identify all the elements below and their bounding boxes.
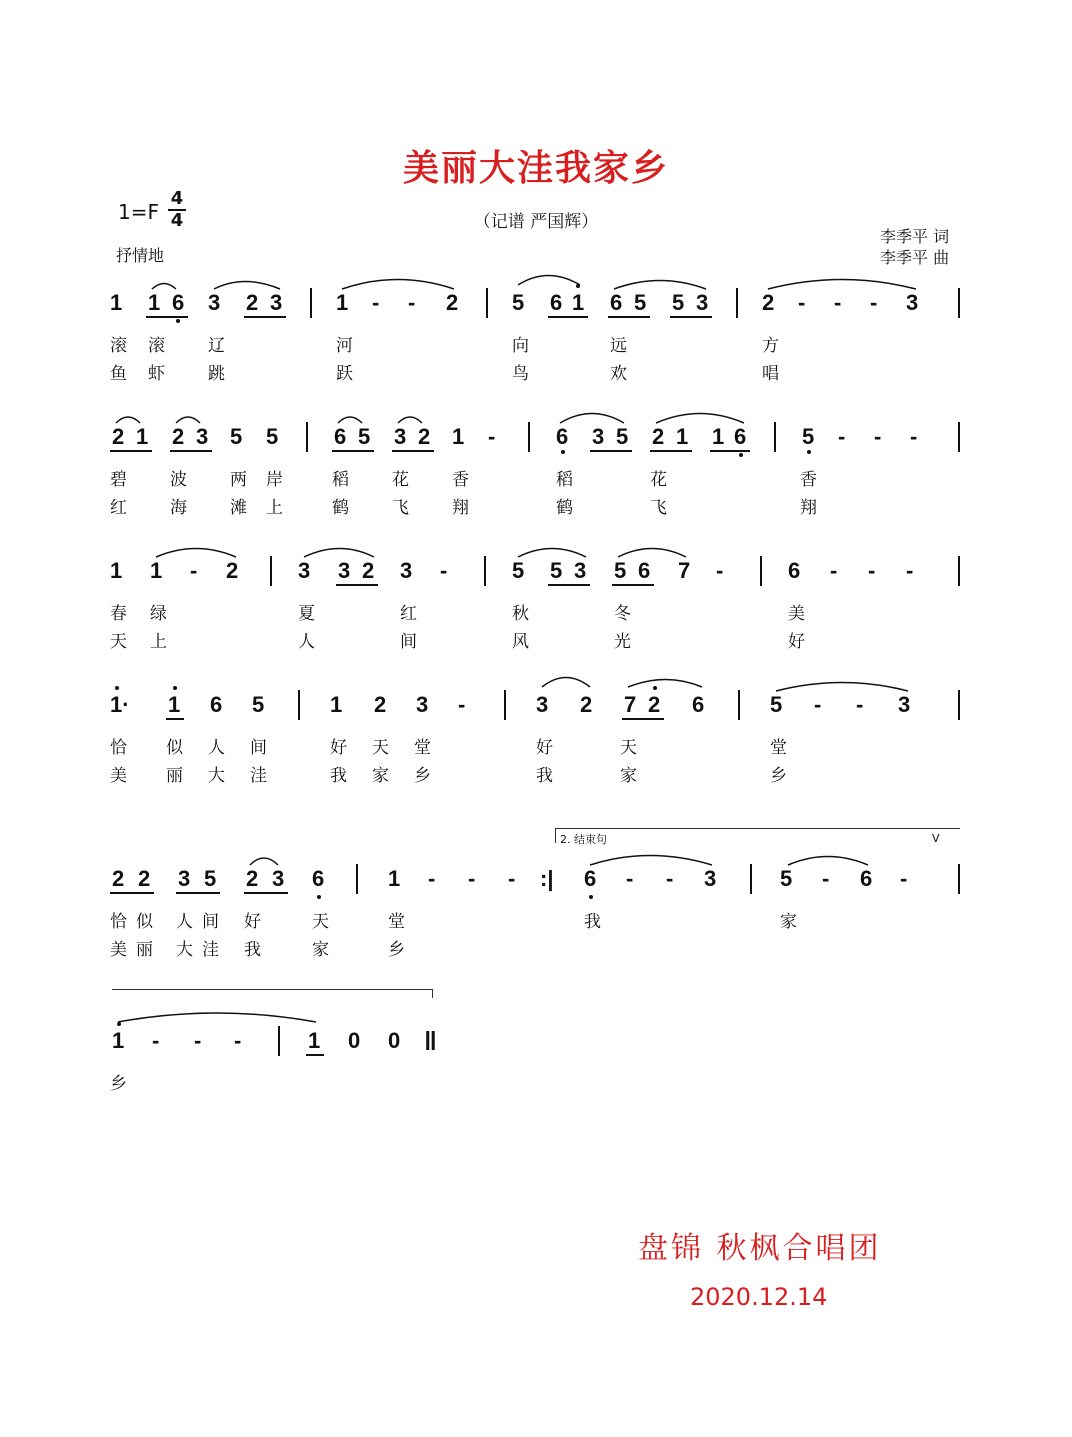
note: - [508, 866, 516, 891]
lyric: 岸 [266, 470, 283, 490]
note: 2 [374, 692, 387, 717]
lyricist-credit: 李季平 词 [880, 227, 950, 246]
note: 2 [246, 866, 259, 891]
note: 1 [136, 424, 149, 449]
lyric: 美 [788, 604, 805, 624]
note: 6 [556, 424, 569, 449]
note: 2 [762, 290, 775, 315]
lyric: 家 [780, 912, 797, 932]
breath-mark: V [932, 832, 940, 845]
note: 1· [110, 692, 130, 717]
lyric: 似 [166, 738, 183, 758]
lyric: 鹤 [556, 498, 573, 518]
lyric: 冬 [614, 604, 631, 624]
slur [304, 549, 374, 558]
lyric: 好 [244, 912, 261, 932]
composer-credit: 李季平 曲 [880, 248, 950, 267]
note: 1 [110, 290, 123, 315]
slur [542, 678, 590, 688]
note: 1 [336, 290, 349, 315]
note: - [190, 558, 198, 583]
lyric: 飞 [650, 498, 667, 518]
lyric: 跃 [336, 364, 353, 384]
volta-label: 2. 结束句 [560, 833, 607, 846]
lyric: 秋 [512, 604, 529, 624]
slur [152, 284, 176, 290]
lyric: 跳 [208, 364, 225, 384]
lyric: 稻 [332, 470, 349, 490]
lyric: 香 [452, 470, 469, 490]
note: - [716, 558, 724, 583]
slur [116, 417, 140, 423]
note: 3 [270, 290, 283, 315]
lyric: 花 [392, 470, 409, 490]
slur [156, 549, 236, 558]
lyric: 风 [512, 632, 529, 652]
note: - [440, 558, 448, 583]
slur [618, 549, 686, 558]
lyric: 翔 [452, 498, 469, 518]
lyric: 鸟 [512, 364, 529, 384]
note: 1 [388, 866, 401, 891]
note: - [870, 290, 878, 315]
slur [398, 417, 422, 423]
lyric: 鹤 [332, 498, 349, 518]
lyric: 间 [250, 738, 267, 758]
note: - [834, 290, 842, 315]
note: - [874, 424, 882, 449]
note: 5 [358, 424, 371, 449]
lyric: 乡 [388, 940, 405, 960]
note: 6 [734, 424, 747, 449]
lyric: 虾 [148, 364, 165, 384]
note: 1 [676, 424, 689, 449]
note: 3 [592, 424, 605, 449]
lyric: 天 [110, 632, 127, 652]
note: - [666, 866, 674, 891]
note: - [626, 866, 634, 891]
lyric: 滩 [230, 498, 247, 518]
note: - [152, 1028, 160, 1053]
note: 6 [860, 866, 873, 891]
note: - [900, 866, 908, 891]
lyric: 我 [330, 766, 347, 786]
key-signature: 1=F [118, 200, 159, 224]
note: 3 [536, 692, 549, 717]
lyric: 人 [298, 632, 315, 652]
note: 3 [338, 558, 351, 583]
note: - [408, 290, 416, 315]
lyric: 红 [110, 498, 127, 518]
lyric: 花 [650, 470, 667, 490]
lyric: 鱼 [110, 364, 127, 384]
note: 5 [512, 558, 525, 583]
note: 6 [788, 558, 801, 583]
note: 1 [308, 1028, 321, 1053]
lyric: 河 [336, 336, 353, 356]
note: 1 [452, 424, 465, 449]
note: 5 [802, 424, 815, 449]
final-barline: ‖ [424, 1026, 437, 1056]
note: - [798, 290, 806, 315]
lyric: 天 [620, 738, 637, 758]
lyric: 美 [110, 766, 127, 786]
lyric: 堂 [770, 738, 787, 758]
tempo-marking: 抒情地 [116, 246, 165, 265]
note: - [234, 1028, 242, 1053]
note: - [856, 692, 864, 717]
note: 7 [624, 692, 637, 717]
note: 6 [312, 866, 325, 891]
lyric: 香 [800, 470, 817, 490]
note: 5 [230, 424, 243, 449]
note: - [814, 692, 822, 717]
repeat-sign: :| [540, 866, 554, 891]
lyric: 远 [610, 336, 627, 356]
lyric: 滚 [148, 336, 165, 356]
time-signature-bottom: 4 [170, 210, 184, 231]
note: 5 [770, 692, 783, 717]
lyric: 家 [620, 766, 637, 786]
lyric: 恰 [110, 738, 127, 758]
note: 3 [574, 558, 587, 583]
lyric: 美 [110, 940, 127, 960]
lyric: 好 [788, 632, 805, 652]
note: - [822, 866, 830, 891]
note: 1 [148, 290, 161, 315]
lyric: 方 [762, 336, 779, 356]
lyric: 家 [312, 940, 329, 960]
lyric: 天 [372, 738, 389, 758]
note: 5 [616, 424, 629, 449]
note: - [910, 424, 918, 449]
note: 6 [334, 424, 347, 449]
slur [776, 683, 908, 692]
slur [518, 549, 586, 558]
lyric: 我 [584, 912, 601, 932]
lyric: 好 [330, 738, 347, 758]
lyric: 乡 [110, 1074, 127, 1094]
note: 6 [638, 558, 651, 583]
lyric: 丽 [166, 766, 183, 786]
slur [656, 414, 744, 424]
lyric: 上 [266, 498, 283, 518]
choir-name: 盘锦 秋枫合唱团 [638, 1231, 882, 1266]
note: 5 [550, 558, 563, 583]
note: 5 [252, 692, 265, 717]
slur [788, 857, 868, 866]
note: 6 [584, 866, 597, 891]
slur [768, 280, 916, 290]
lyric: 向 [512, 336, 529, 356]
lyric: 洼 [250, 766, 267, 786]
note: 3 [196, 424, 209, 449]
lyric: 上 [150, 632, 167, 652]
note: 0 [388, 1028, 401, 1053]
date: 2020.12.14 [690, 1283, 828, 1311]
lyric: 乡 [770, 766, 787, 786]
note: 3 [298, 558, 311, 583]
note: 3 [208, 290, 221, 315]
note: 7 [678, 558, 691, 583]
note: 1 [110, 558, 123, 583]
slur [118, 1013, 316, 1022]
slur [338, 417, 362, 423]
note: 2 [246, 290, 259, 315]
note: 2 [580, 692, 593, 717]
lyric: 海 [170, 498, 187, 518]
note: 3 [400, 558, 413, 583]
note: 3 [704, 866, 717, 891]
note: - [488, 424, 496, 449]
note: 1 [112, 1028, 125, 1053]
lyric: 欢 [610, 364, 627, 384]
note: 1 [572, 290, 585, 315]
note: 2 [172, 424, 185, 449]
lyric: 间 [400, 632, 417, 652]
note: 3 [696, 290, 709, 315]
note: 2 [418, 424, 431, 449]
lyric: 红 [400, 604, 417, 624]
lyric: 堂 [414, 738, 431, 758]
slur [560, 414, 624, 424]
note: 3 [272, 866, 285, 891]
lyric: 春 [110, 604, 127, 624]
slur [614, 281, 706, 290]
note: 2 [652, 424, 665, 449]
lyric: 我 [536, 766, 553, 786]
transcriber-note: （记谱 严国辉） [473, 212, 599, 232]
note: 6 [210, 692, 223, 717]
lyric: 翔 [800, 498, 817, 518]
note: 5 [634, 290, 647, 315]
note: 6 [610, 290, 623, 315]
note: 5 [780, 866, 793, 891]
note: 2 [138, 866, 151, 891]
lyric: 好 [536, 738, 553, 758]
note: 1 [712, 424, 725, 449]
note: - [868, 558, 876, 583]
lyric: 乡 [414, 766, 431, 786]
lyric: 稻 [556, 470, 573, 490]
slur [590, 856, 712, 866]
note: 2 [112, 424, 125, 449]
lyric: 碧 [110, 470, 127, 490]
note: - [838, 424, 846, 449]
note: 5 [512, 290, 525, 315]
note: - [830, 558, 838, 583]
lyric: 似 [136, 912, 153, 932]
note: - [428, 866, 436, 891]
lyric: 波 [170, 470, 187, 490]
lyric: 堂 [388, 912, 405, 932]
slur [518, 276, 580, 286]
note: 5 [614, 558, 627, 583]
time-signature-top: 4 [170, 188, 184, 209]
slur [342, 280, 454, 290]
note: - [468, 866, 476, 891]
note: 3 [394, 424, 407, 449]
lyric: 天 [312, 912, 329, 932]
lyric: 丽 [136, 940, 153, 960]
note: 2 [112, 866, 125, 891]
lyric: 大 [208, 766, 225, 786]
lyric: 人 [176, 912, 193, 932]
lyric: 家 [372, 766, 389, 786]
lyric: 大 [176, 940, 193, 960]
slur [250, 858, 278, 865]
slur [176, 417, 200, 423]
note: 1 [168, 692, 181, 717]
lyric: 辽 [208, 336, 225, 356]
lyric: 光 [614, 632, 631, 652]
lyric: 两 [230, 470, 247, 490]
note: 3 [906, 290, 919, 315]
note: - [906, 558, 914, 583]
page-title: 美丽大洼我家乡 [402, 148, 669, 189]
note: - [194, 1028, 202, 1053]
lyric: 我 [244, 940, 261, 960]
note: 0 [348, 1028, 361, 1053]
note: 3 [416, 692, 429, 717]
note: 5 [266, 424, 279, 449]
lyric: 人 [208, 738, 225, 758]
slur [628, 680, 702, 688]
note: 6 [692, 692, 705, 717]
lyric: 飞 [392, 498, 409, 518]
slur [214, 282, 280, 290]
note: 2 [362, 558, 375, 583]
note: 1 [150, 558, 163, 583]
note: 5 [672, 290, 685, 315]
note: 1 [330, 692, 343, 717]
note: 3 [178, 866, 191, 891]
lyric: 滚 [110, 336, 127, 356]
lyric: 绿 [150, 604, 167, 624]
note: 6 [550, 290, 563, 315]
note: 3 [898, 692, 911, 717]
note: 2 [446, 290, 459, 315]
lyric: 恰 [110, 912, 127, 932]
note: 6 [172, 290, 185, 315]
note: 5 [204, 866, 217, 891]
lyric: 洼 [202, 940, 219, 960]
note: - [372, 290, 380, 315]
lyric: 唱 [762, 364, 779, 384]
note: 2 [648, 692, 661, 717]
note: - [458, 692, 466, 717]
lyric: 间 [202, 912, 219, 932]
note: 2 [226, 558, 239, 583]
lyric: 夏 [298, 604, 315, 624]
